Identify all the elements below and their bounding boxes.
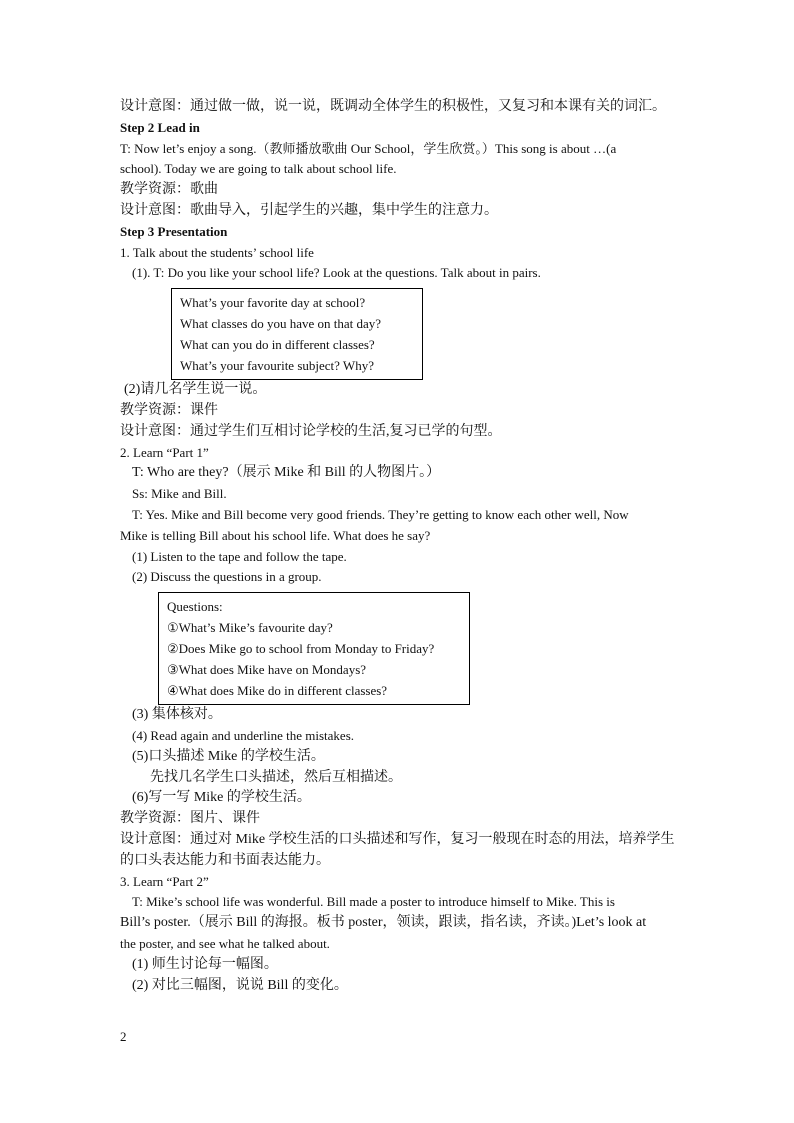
box-line: ③What does Mike have on Mondays? [167,662,367,678]
design-intent-3: 设计意图：通过学生们互相讨论学校的生活,复习已学的句型。 [120,423,502,439]
list-item: (2) 对比三幅图，说说 Bill 的变化。 [132,977,348,993]
list-item: (6)写一写 Mike 的学校生活。 [132,790,311,806]
paragraph-line: Bill’s poster.（展示 Bill 的海报。板书 poster，领读，跟读，指名读，齐读。)Let’s look at [120,915,647,931]
questions-box-1 [171,288,423,380]
list-item: (2) Discuss the questions in a group. [132,569,322,585]
paragraph-line: school). Today we are going to talk about school life. [120,161,397,177]
paragraph-line: the poster, and see what he talked about. [120,935,330,951]
dialogue-line: T: Who are they?（展示 Mike 和 Bill 的人物图片。） [132,465,441,481]
questions-box-2 [158,592,470,705]
section-heading: 3. Learn “Part 2” [120,873,209,889]
box-line: What can you do in different classes? [180,337,375,353]
design-intent-1: 设计意图：通过做一做，说一说，既调动全体学生的积极性，又复习和本课有关的词汇。 [120,99,666,114]
list-item: (1) Listen to the tape and follow the tape. [132,548,347,564]
box-line: ④What does Mike do in different classes? [167,683,388,699]
step3-heading: Step 3 Presentation [120,223,228,239]
list-item: (1). T: Do you like your school life? Look at the questions. Talk about in pairs. [132,265,541,281]
list-item: 先找几名学生口头描述，然后互相描述。 [150,769,402,785]
page-number: 2 [120,1029,127,1044]
teaching-resource: 教学资源：图片、课件 [120,811,260,827]
dialogue-line: Mike is telling Bill about his school life. What does he say? [120,527,431,543]
list-item: 1. Talk about the students’ school life [120,244,314,260]
section-heading: 2. Learn “Part 1” [120,444,209,460]
step2-heading: Step 2 Lead in [120,119,200,135]
list-item: (4) Read again and underline the mistakes. [132,727,355,743]
design-intent-2: 设计意图：歌曲导入，引起学生的兴趣，集中学生的注意力。 [120,202,498,218]
design-intent-4: 设计意图：通过对 Mike 学校生活的口头描述和写作，复习一般现在时态的用法，培养学生 [120,831,675,847]
list-item: (5)口头描述 Mike 的学校生活。 [132,748,325,764]
box-line: What’s your favourite subject? Why? [180,358,374,374]
teaching-resource: 教学资源：课件 [120,402,218,418]
paragraph-line: T: Mike’s school life was wonderful. Bill made a poster to introduce himself to Mike. This is [132,894,615,910]
box-line: What’s your favorite day at school? [180,295,366,311]
page-body [120,97,676,996]
list-item: (1) 师生讨论每一幅图。 [132,956,278,972]
box-line: What classes do you have on that day? [180,316,382,332]
box-line: Questions: [167,599,223,615]
list-item: (2)请几名学生说一说。 [124,382,267,398]
box-line: ①What’s Mike’s favourite day? [167,620,333,636]
paragraph-line: T: Now let’s enjoy a song.（教师播放歌曲 Our School，学生欣赏。）This song is about …(a [120,140,617,156]
dialogue-line: Ss: Mike and Bill. [132,486,227,502]
design-intent-4-cont: 的口头表达能力和书面表达能力。 [120,852,330,868]
list-item: (3) 集体核对。 [132,707,222,723]
teaching-resource: 教学资源：歌曲 [120,182,218,198]
dialogue-line: T: Yes. Mike and Bill become very good friends. They’re getting to know each other well, Now [132,506,629,522]
box-line: ②Does Mike go to school from Monday to Friday? [167,641,435,657]
